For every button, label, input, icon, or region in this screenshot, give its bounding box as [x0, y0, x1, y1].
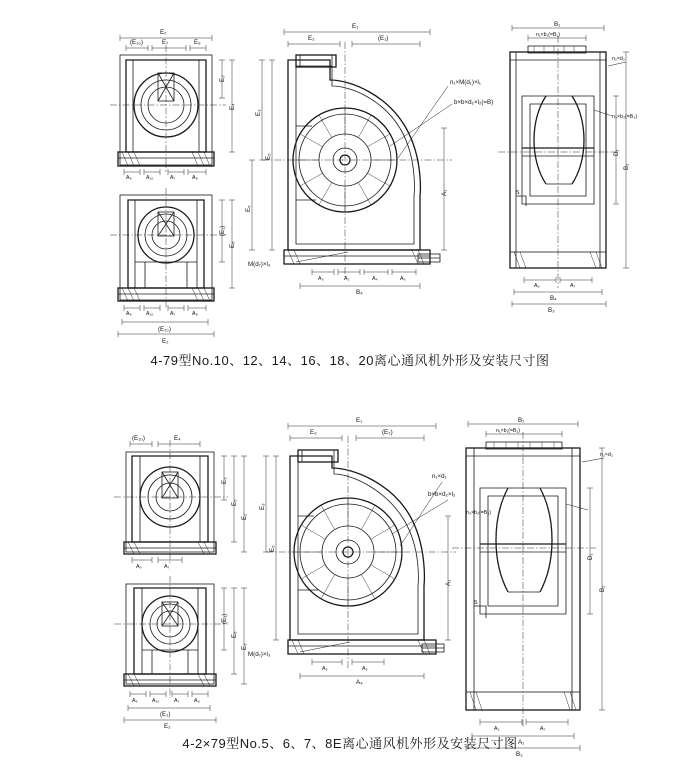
svg-text:(E₁): (E₁): [160, 711, 171, 718]
svg-text:E₆: E₆: [229, 241, 236, 248]
svg-text:E₂: E₂: [162, 338, 169, 345]
svg-text:A₁₀: A₁₀: [146, 311, 154, 317]
left-elevation-upper: [110, 29, 236, 181]
svg-text:E₅: E₅: [231, 499, 238, 506]
svg-text:A₁₀: A₁₀: [152, 698, 160, 704]
svg-text:B₂: B₂: [623, 163, 630, 170]
front-elevation: [245, 23, 493, 296]
svg-text:E₄: E₄: [229, 103, 236, 110]
svg-text:E₂: E₂: [241, 513, 248, 520]
svg-text:A₉: A₉: [126, 311, 132, 317]
svg-text:A₄: A₄: [372, 276, 378, 282]
svg-text:M(d₇)×l₃: M(d₇)×l₃: [248, 651, 271, 658]
svg-text:E₁: E₁: [352, 23, 359, 30]
svg-text:D₁: D₁: [587, 553, 594, 560]
svg-text:A₇: A₇: [170, 175, 176, 181]
figure-2-drawing: [0, 392, 700, 784]
svg-text:n₃×b₃(=B₃): n₃×b₃(=B₃): [612, 114, 638, 120]
svg-text:A₇: A₇: [540, 726, 546, 732]
svg-text:B₂: B₂: [599, 585, 606, 592]
svg-text:S: S: [474, 600, 478, 606]
svg-text:A₂: A₂: [344, 276, 350, 282]
svg-text:(E₁₀): (E₁₀): [158, 326, 171, 333]
svg-text:n₁×d₁: n₁×d₁: [432, 473, 447, 480]
svg-text:E₃: E₃: [259, 503, 266, 510]
figure-2-caption: 4-2×79型No.5、6、7、8E离心通风机外形及安装尺寸图: [182, 736, 518, 751]
svg-text:B₁: B₁: [554, 21, 561, 28]
svg-text:E₂: E₂: [164, 723, 171, 730]
svg-text:A₇: A₇: [174, 698, 180, 704]
svg-text:n₁×b₁(=B₁): n₁×b₁(=B₁): [496, 428, 520, 434]
svg-text:A₅: A₅: [400, 276, 406, 282]
svg-text:A₉: A₉: [132, 698, 138, 704]
svg-text:B₁: B₁: [518, 417, 525, 424]
svg-text:B₃: B₃: [516, 751, 523, 758]
svg-text:A₂: A₂: [494, 726, 500, 732]
svg-text:A₁: A₁: [445, 579, 452, 586]
svg-text:E₃: E₃: [221, 477, 228, 484]
svg-text:n₂×d₂: n₂×d₂: [600, 452, 613, 458]
svg-text:A₇: A₇: [570, 283, 576, 289]
svg-text:E₅: E₅: [265, 153, 272, 160]
svg-text:E₃: E₃: [219, 75, 226, 82]
svg-text:B₄: B₄: [550, 295, 557, 302]
svg-text:A₁: A₁: [518, 739, 525, 746]
svg-text:D₁: D₁: [613, 149, 620, 156]
svg-text:E₂: E₂: [160, 29, 167, 36]
front-elevation-2: [248, 417, 456, 686]
left-elevation-lower: [110, 188, 236, 345]
svg-text:A₈: A₈: [192, 175, 198, 181]
svg-text:E₄: E₄: [174, 435, 181, 442]
svg-text:A₈: A₈: [194, 698, 200, 704]
svg-text:E₃: E₃: [255, 109, 262, 116]
svg-text:E₇: E₇: [162, 39, 169, 46]
svg-text:A₁₀: A₁₀: [146, 175, 154, 181]
right-elevation-section: [498, 21, 637, 314]
right-elevation-section-2: [452, 417, 613, 758]
svg-text:b×b×d₂×l₂: b×b×d₂×l₂: [428, 491, 456, 498]
svg-text:A₇: A₇: [164, 564, 170, 570]
svg-text:E₉: E₉: [194, 39, 201, 46]
svg-text:E₁: E₁: [356, 417, 363, 424]
svg-text:A₈: A₈: [192, 311, 198, 317]
figure-1-caption: 4-79型No.10、12、14、16、18、20离心通风机外形及安装尺寸图: [150, 353, 550, 368]
svg-text:(E₁₀): (E₁₀): [130, 39, 143, 46]
svg-text:n₂×d₂: n₂×d₂: [612, 56, 625, 62]
svg-text:(E₁): (E₁): [219, 225, 226, 236]
svg-text:(E₁): (E₁): [221, 613, 228, 624]
svg-text:n₁×b₁(=B₁): n₁×b₁(=B₁): [536, 32, 560, 38]
svg-text:E₅: E₅: [269, 545, 276, 552]
svg-text:A₉: A₉: [126, 175, 132, 181]
svg-text:n₃×b₃(=B₃): n₃×b₃(=B₃): [466, 510, 492, 516]
svg-text:A₃: A₃: [362, 666, 368, 672]
svg-text:A₁: A₁: [441, 189, 448, 196]
svg-text:B₄: B₄: [356, 289, 363, 296]
svg-text:S: S: [516, 190, 520, 196]
svg-text:(E₁): (E₁): [378, 35, 389, 42]
svg-text:b×b×d₂×l₂(=B): b×b×d₂×l₂(=B): [454, 99, 494, 106]
svg-text:E₆: E₆: [231, 631, 238, 638]
svg-text:B₃: B₃: [548, 307, 555, 314]
svg-text:A₇: A₇: [170, 311, 176, 317]
svg-text:A₄: A₄: [356, 679, 363, 686]
figure-1: [0, 0, 700, 380]
left-elevation-upper-2: [114, 435, 248, 570]
svg-text:E₃: E₃: [310, 429, 317, 436]
svg-text:(E₁₀): (E₁₀): [132, 435, 145, 442]
svg-text:E₅: E₅: [245, 205, 252, 212]
svg-text:E₂: E₂: [308, 35, 315, 42]
svg-text:A₆: A₆: [534, 283, 540, 289]
svg-text:A₃: A₃: [322, 666, 328, 672]
svg-text:(E₂): (E₂): [382, 429, 393, 436]
svg-text:E₃: E₃: [241, 643, 248, 650]
figure-2: [0, 392, 700, 784]
svg-text:n₁×M(d₁)×l₁: n₁×M(d₁)×l₁: [450, 79, 482, 86]
svg-text:A₉: A₉: [136, 564, 142, 570]
figure-1-drawing: [0, 0, 700, 380]
left-elevation-lower-2: [114, 576, 248, 730]
svg-text:A₃: A₃: [318, 276, 324, 282]
svg-text:M(d₇)×l₃: M(d₇)×l₃: [248, 261, 271, 268]
